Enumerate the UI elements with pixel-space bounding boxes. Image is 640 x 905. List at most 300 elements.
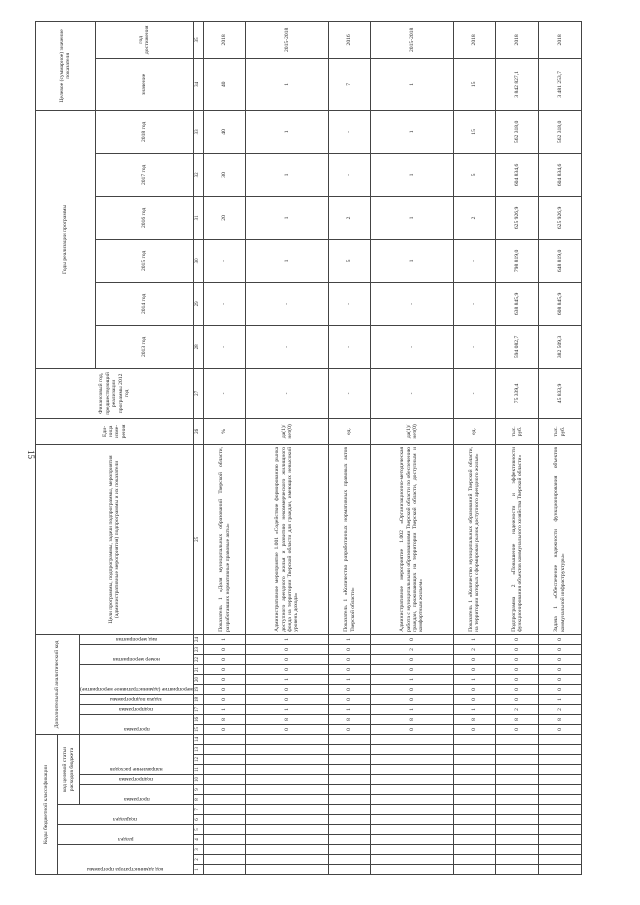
row-y2013-cell: 382 509,3 [538,325,581,368]
admin-code-header: код администратора программы [58,845,194,875]
table-row [371,21,453,874]
column-index-cell: 31 [193,196,203,239]
column-index-cell: 17 [193,704,203,714]
codes-group-header: Коды бюджетной классификации [36,734,58,874]
code-digit-cell [328,745,371,755]
code-digit-cell: 0 [246,684,328,694]
column-index-cell: 18 [193,694,203,704]
row-target-cell: 1 [371,58,453,110]
row-fin-cell: - [203,368,246,418]
code-digit-cell [328,765,371,775]
row-y2014-cell: 608 845,9 [538,282,581,325]
code-digit-cell: 1 [246,674,328,684]
measure-type-header: вид мероприятия [80,634,194,644]
code-digit-cell: 0 [453,664,496,674]
code-digit-cell [203,755,246,765]
code-digit-cell: 0 [203,684,246,694]
row-target-year-cell: 2015-2018 [371,21,453,58]
code-digit-cell: 1 [328,674,371,684]
code-digit-cell [538,825,581,835]
code-digit-cell [496,755,539,765]
target-article-header: код целевой статьи расходов бюджета [58,734,80,804]
code-digit-cell: 1 [246,704,328,714]
table-row [246,21,328,874]
code-digit-cell [328,775,371,785]
code-digit-cell [328,805,371,815]
code-digit-cell: 8 [328,714,371,724]
program-header: программа [80,785,194,805]
row-y2014-cell: - [203,282,246,325]
page-number: 15 [26,450,36,459]
target-year-header: год достижения [95,21,193,58]
subprogram-header: подпрограмма [80,775,194,785]
code-digit-cell [371,835,453,845]
code-digit-cell [371,745,453,755]
row-target-year-cell: 2018 [538,21,581,58]
code-digit-cell [246,845,328,855]
row-y2017-cell: 604 834,6 [496,153,539,196]
column-index-cell: 9 [193,785,203,795]
year-2018-header: 2018 год [95,110,193,153]
code-digit-cell [371,805,453,815]
row-description: Показатель 1 «Доля муниципальных образований Тверской области, разработавших нормативные правовые акты» [203,444,246,634]
row-fin-cell: 45 833,9 [538,368,581,418]
row-target-year-cell: 2015-2018 [246,21,328,58]
column-index-cell: 20 [193,674,203,684]
year-2014-header: 2014 год [95,282,193,325]
code-digit-cell: 0 [538,684,581,694]
row-y2014-cell: - [328,282,371,325]
row-fin-cell: - [328,368,371,418]
row-target-year-cell: 2018 [453,21,496,58]
row-y2018-cell: 15 [453,110,496,153]
years-group-header: Годы реализации программы [36,110,96,368]
column-index-cell: 27 [193,368,203,418]
column-index-cell: 25 [193,444,203,634]
row-y2016-cell: 2 [328,196,371,239]
code-digit-cell: 0 [453,694,496,704]
column-index-cell: 26 [193,418,203,444]
code-digit-cell: 0 [328,654,371,664]
row-y2015-cell: 648 819,0 [538,239,581,282]
code-digit-cell: 2 [371,644,453,654]
code-digit-cell: 8 [538,714,581,724]
row-target-cell: 40 [203,58,246,110]
code-digit-cell [496,785,539,795]
code-digit-cell [453,825,496,835]
code-digit-cell [453,845,496,855]
column-index-cell: 10 [193,775,203,785]
row-description: Подпрограмма 2 «Повышение надежности и эффективности функционирования объектов коммунального хозяйства Тверской области» [496,444,539,634]
row-description: Показатель 1 «Количество разработанных нормативных правовых актов Тверской области» [328,444,371,634]
code-digit-cell: 0 [496,664,539,674]
row-unit-cell: ед. [328,418,371,444]
column-index-cell: 12 [193,755,203,765]
code-digit-cell [538,815,581,825]
column-index-cell: 11 [193,765,203,775]
code-digit-cell: 0 [328,684,371,694]
column-index-cell: 13 [193,745,203,755]
code-digit-cell [496,865,539,875]
row-y2013-cell: - [453,325,496,368]
code-digit-cell: 0 [328,694,371,704]
code-digit-cell [453,835,496,845]
code-digit-cell [371,855,453,865]
code-digit-cell [203,785,246,795]
code-digit-cell [538,835,581,845]
code-digit-cell [203,745,246,755]
code-digit-cell [328,734,371,744]
row-y2015-cell: - [203,239,246,282]
subsection-header: подраздел [58,805,194,825]
code-digit-cell [496,805,539,815]
row-y2017-cell: 1 [246,153,328,196]
row-unit-cell: % [203,418,246,444]
column-index-cell: 35 [193,21,203,58]
code-digit-cell: 8 [246,714,328,724]
code-digit-cell: 0 [496,654,539,664]
code-digit-cell [453,865,496,875]
column-index-cell: 22 [193,654,203,664]
code-digit-cell [496,734,539,744]
column-index-cell: 14 [193,734,203,744]
code-digit-cell: 0 [328,724,371,734]
row-target-cell: 1 [246,58,328,110]
code-digit-cell [538,865,581,875]
code-digit-cell: 1 [371,674,453,684]
code-digit-cell [538,775,581,785]
row-y2017-cell: 604 834,6 [538,153,581,196]
code-digit-cell: 8 [453,714,496,724]
code-digit-cell [496,835,539,845]
code-digit-cell: 0 [246,694,328,704]
row-y2014-cell: - [371,282,453,325]
code-digit-cell [371,775,453,785]
code-digit-cell: 0 [203,654,246,664]
code-digit-cell [246,855,328,865]
code-digit-cell [538,734,581,744]
code-digit-cell [328,755,371,765]
row-target-cell: 7 [328,58,371,110]
task-header: задача подпрограммы [80,694,194,704]
row-y2018-cell: 562 318,0 [496,110,539,153]
target-value-header: значение [95,58,193,110]
code-digit-cell: 0 [496,644,539,654]
code-digit-cell [203,855,246,865]
row-y2018-cell: 40 [203,110,246,153]
code-digit-cell [496,775,539,785]
row-description: Административное мероприятие 1.002 «Организационно-методическая работа с муниципальными образованиями Тверской области по обеспечению граждан, проживающих на территории Тверской области, доступным и комфортным жильем» [371,444,453,634]
code-digit-cell: 1 [203,634,246,644]
section-header: раздел [58,825,194,845]
row-y2015-cell: - [453,239,496,282]
row-y2013-cell: - [246,325,328,368]
row-unit-cell: тыс. руб. [496,418,539,444]
column-index-cell: 28 [193,325,203,368]
column-index-cell: 30 [193,239,203,282]
code-digit-cell: 1 [246,634,328,644]
row-target-cell: 3 481 253,7 [538,58,581,110]
code-digit-cell [246,755,328,765]
code-digit-cell: 0 [203,694,246,704]
row-y2017-cell: - [328,153,371,196]
code-digit-cell [203,734,246,744]
program-table [35,21,582,875]
code-digit-cell: 0 [203,724,246,734]
code-digit-cell [496,745,539,755]
row-y2016-cell: 1 [246,196,328,239]
code-digit-cell [371,795,453,805]
table-body [203,21,581,874]
row-y2018-cell: 1 [371,110,453,153]
row-y2015-cell: 1 [371,239,453,282]
code-digit-cell [496,815,539,825]
code-digit-cell: 0 [538,664,581,674]
code-digit-cell [328,795,371,805]
code-digit-cell: 0 [203,644,246,654]
row-description: Задача 1 «Обеспечение надежности функционирования объектов коммунальной инфраструктуры» [538,444,581,634]
code-digit-cell [538,785,581,795]
code-digit-cell: 8 [496,714,539,724]
row-fin-cell: - [246,368,328,418]
row-y2016-cell: 1 [371,196,453,239]
code-digit-cell [371,765,453,775]
row-unit-cell: тыс. руб. [538,418,581,444]
code-digit-cell [496,845,539,855]
code-digit-cell [203,775,246,785]
code-digit-cell: 1 [453,634,496,644]
add-program-header: программа [80,714,194,734]
code-digit-cell [246,785,328,795]
code-digit-cell [496,765,539,775]
code-digit-cell: 1 [453,674,496,684]
code-digit-cell: 1 [453,704,496,714]
code-digit-cell [328,815,371,825]
column-index-cell: 7 [193,805,203,815]
unit-header: Еди-ница изме-рения [36,418,194,444]
column-index-cell: 29 [193,282,203,325]
code-digit-cell [246,815,328,825]
code-digit-cell: 2 [538,704,581,714]
code-digit-cell: 0 [246,654,328,664]
row-y2015-cell: 798 819,0 [496,239,539,282]
code-digit-cell [246,734,328,744]
row-y2016-cell: 20 [203,196,246,239]
code-digit-cell [496,825,539,835]
column-index-cell: 19 [193,684,203,694]
measure-number-header: номер мероприятия [80,644,194,664]
row-y2014-cell: - [453,282,496,325]
column-index-cell: 5 [193,825,203,835]
code-digit-cell: 0 [496,724,539,734]
measure-code-header: мероприятие (административное мероприятие) [80,664,194,694]
row-y2015-cell: 5 [328,239,371,282]
row-y2017-cell: 5 [453,153,496,196]
row-y2014-cell: 638 845,9 [496,282,539,325]
code-digit-cell: 0 [496,634,539,644]
column-index-cell: 8 [193,795,203,805]
code-digit-cell [203,835,246,845]
code-digit-cell [371,865,453,875]
code-digit-cell [246,745,328,755]
code-digit-cell [246,765,328,775]
code-digit-cell: 0 [371,684,453,694]
code-digit-cell: 1 [371,704,453,714]
code-digit-cell [371,755,453,765]
code-digit-cell [203,865,246,875]
code-digit-cell: 0 [246,664,328,674]
rotated-table-container [35,25,566,875]
code-digit-cell: 0 [203,664,246,674]
fin-year-header: Финансовый год, предшествующий реализации программы 2012 год [36,368,194,418]
column-index-cell: 3 [193,845,203,855]
expense-direction-header: направление расходов [80,734,194,774]
code-digit-cell: 0 [538,724,581,734]
row-unit-cell: да(1)/нет(0) [246,418,328,444]
add-subprogram-header: подпрограмма [80,704,194,714]
row-target-year-cell: 2018 [203,21,246,58]
table-row [538,21,581,874]
code-digit-cell: 0 [246,724,328,734]
code-digit-cell: 0 [538,654,581,664]
code-digit-cell: 0 [538,644,581,654]
column-index-cell: 6 [193,815,203,825]
code-digit-cell [371,815,453,825]
code-digit-cell [246,825,328,835]
row-fin-cell: - [371,368,453,418]
code-digit-cell [203,795,246,805]
code-digit-cell: 8 [203,714,246,724]
code-digit-cell [538,795,581,805]
row-target-cell: 3 842 827,1 [496,58,539,110]
code-digit-cell [538,755,581,765]
code-digit-cell [246,795,328,805]
code-digit-cell [453,785,496,795]
code-digit-cell [203,765,246,775]
row-y2013-cell: 594 082,7 [496,325,539,368]
row-target-year-cell: 2016 [328,21,371,58]
code-digit-cell [453,745,496,755]
table-row [328,21,371,874]
column-index-cell: 1 [193,865,203,875]
code-digit-cell [453,734,496,744]
code-digit-cell [496,795,539,805]
table-row [496,21,539,874]
code-digit-cell [453,805,496,815]
code-digit-cell: 0 [538,674,581,684]
row-y2016-cell: 625 926,9 [538,196,581,239]
code-digit-cell: 0 [371,664,453,674]
code-digit-cell [453,795,496,805]
code-digit-cell [328,865,371,875]
code-digit-cell: 8 [371,714,453,724]
code-digit-cell [371,734,453,744]
code-digit-cell: 0 [203,674,246,684]
row-y2017-cell: 30 [203,153,246,196]
year-2015-header: 2015 год [95,239,193,282]
row-y2018-cell: - [328,110,371,153]
row-y2016-cell: 2 [453,196,496,239]
column-index-cell: 15 [193,724,203,734]
code-digit-cell [371,845,453,855]
code-digit-cell: 0 [538,634,581,644]
code-digit-cell: 0 [371,724,453,734]
code-digit-cell: 0 [328,644,371,654]
code-digit-cell: 0 [453,654,496,664]
column-index-cell: 33 [193,110,203,153]
code-digit-cell [453,815,496,825]
code-digit-cell [328,785,371,795]
additional-code-header: Дополнительный аналитический код [36,634,80,734]
code-digit-cell: 0 [371,694,453,704]
code-digit-cell [538,745,581,755]
code-digit-cell: 1 [538,694,581,704]
code-digit-cell [496,855,539,865]
code-digit-cell [453,765,496,775]
row-y2018-cell: 1 [246,110,328,153]
year-2013-header: 2013 год [95,325,193,368]
code-digit-cell [328,835,371,845]
column-index-cell: 32 [193,153,203,196]
row-y2017-cell: 1 [371,153,453,196]
goals-header: Цели программы, подпрограммы, задачи подпрограммы, мероприятия (административные мероприятия) подпрограммы и их показатели [36,444,194,634]
row-fin-cell: - [453,368,496,418]
row-fin-cell: 75 339,4 [496,368,539,418]
code-digit-cell [453,855,496,865]
code-digit-cell [538,805,581,815]
row-unit-cell: ед. [453,418,496,444]
target-group-header: Целевое (суммарное) значение показателя [36,21,96,110]
code-digit-cell [246,865,328,875]
code-digit-cell: 0 [496,694,539,704]
code-digit-cell: 0 [328,664,371,674]
code-digit-cell: 0 [453,684,496,694]
code-digit-cell [246,835,328,845]
code-digit-cell: 1 [328,634,371,644]
table-row [203,21,246,874]
code-digit-cell [538,845,581,855]
row-y2016-cell: 625 926,9 [496,196,539,239]
year-2016-header: 2016 год [95,196,193,239]
code-digit-cell [371,785,453,795]
code-digit-cell [203,815,246,825]
code-digit-cell: 0 [453,724,496,734]
column-index-cell: 4 [193,835,203,845]
code-digit-cell: 0 [496,684,539,694]
code-digit-cell: 0 [246,644,328,654]
code-digit-cell [453,755,496,765]
code-digit-cell [246,775,328,785]
row-target-cell: 15 [453,58,496,110]
code-digit-cell [538,765,581,775]
table-row [453,21,496,874]
code-digit-cell: 1 [203,704,246,714]
year-2017-header: 2017 год [95,153,193,196]
column-index-row [193,21,203,874]
code-digit-cell [538,855,581,865]
row-y2013-cell: - [371,325,453,368]
row-description: Административное мероприятие 1.001 «Содействие формированию рынка доступного арендного жилья и развитию некоммерческого жилищного фонда на территории Тверской области для граждан, имеющих невысокий уровень дохода» [246,444,328,634]
code-digit-cell [371,825,453,835]
code-digit-cell: 2 [453,644,496,654]
row-unit-cell: да(1)/нет(0) [371,418,453,444]
row-y2013-cell: - [203,325,246,368]
code-digit-cell [328,845,371,855]
column-index-cell: 24 [193,634,203,644]
column-index-cell: 34 [193,58,203,110]
column-index-cell: 21 [193,664,203,674]
row-y2015-cell: 1 [246,239,328,282]
